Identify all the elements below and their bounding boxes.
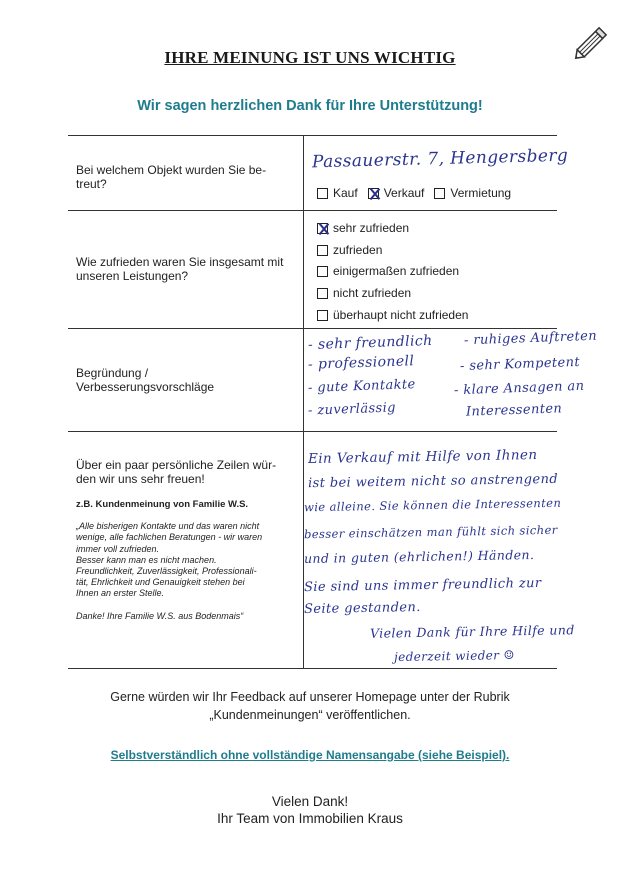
- personal-answer-line: Sie sind uns immer freundlich zur: [303, 575, 542, 596]
- personal-answer-line: Ein Verkauf mit Hilfe von Ihnen: [307, 446, 538, 468]
- reason-answer: - klare Ansagen an: [453, 378, 585, 399]
- question-satisfaction-line1: Wie zufrieden waren Sie insgesamt mit: [76, 255, 284, 269]
- option-kauf[interactable]: [317, 186, 358, 200]
- option-ueberhaupt-nicht-zufrieden[interactable]: [317, 307, 468, 323]
- option-einigermassen-zufrieden[interactable]: [317, 263, 459, 279]
- feedback-form-table: [68, 135, 598, 669]
- checkbox-ueberhaupt-nicht-zufrieden[interactable]: [317, 310, 328, 321]
- table-border-bottom: [68, 668, 557, 669]
- option-nicht-zufrieden[interactable]: [317, 285, 411, 301]
- feedback-notice-line1: Gerne würden wir Ihr Feedback auf unserer Homepage unter der Rubrik: [110, 690, 510, 704]
- row-divider: [68, 431, 557, 432]
- personal-answer-line: ist bei weitem nicht so anstrengend: [307, 471, 559, 492]
- option-label: zufrieden: [333, 243, 383, 257]
- question-object-line2: treut?: [76, 177, 107, 191]
- closing: [0, 793, 620, 827]
- question-reasons-line1: Begründung /: [76, 366, 149, 380]
- option-vermietung-label: Vermietung: [450, 186, 512, 200]
- option-label: sehr zufrieden: [333, 221, 410, 235]
- reason-answer: - zuverlässig: [307, 400, 397, 419]
- example-signature: Danke! Ihre Familie W.S. aus Bodenmais“: [76, 610, 244, 621]
- reason-answer: - ruhiges Auftreten: [463, 328, 598, 349]
- personal-answer-line: jederzeit wieder ☺: [393, 647, 515, 665]
- checkbox-einigermassen-zufrieden[interactable]: [317, 266, 328, 277]
- example-line: Besser kann man es nicht machen.: [76, 554, 217, 565]
- option-sehr-zufrieden[interactable]: [317, 220, 409, 236]
- option-verkauf[interactable]: [368, 186, 425, 200]
- example-line: Ihnen an erster Stelle.: [76, 588, 165, 599]
- deal-type-options: [317, 186, 521, 200]
- question-object: [76, 163, 298, 191]
- question-personal-lines: [76, 458, 298, 486]
- closing-team: Ihr Team von Immobilien Kraus: [217, 811, 403, 826]
- personal-answer-line: wie alleine. Sie können die Interessenten: [303, 495, 562, 515]
- option-label: einigermaßen zufrieden: [333, 264, 460, 278]
- question-object-line1: Bei welchem Objekt wurden Sie be-: [76, 163, 267, 177]
- checkbox-vermietung[interactable]: [434, 188, 445, 199]
- feedback-notice-line2: „Kundenmeinungen“ veröffentlichen.: [209, 708, 411, 722]
- checkbox-zufrieden[interactable]: [317, 245, 328, 256]
- feedback-notice: [0, 688, 620, 724]
- checkbox-nicht-zufrieden[interactable]: [317, 288, 328, 299]
- row-divider: [68, 328, 557, 329]
- option-label: nicht zufrieden: [333, 286, 412, 300]
- example-line: tät, Ehrlichkeit und Genauigkeit stehen bei: [76, 577, 245, 588]
- example-line: immer voll zufrieden.: [76, 543, 160, 554]
- example-text: [76, 521, 302, 622]
- row-divider: [68, 210, 557, 211]
- object-address-answer[interactable]: Passauerstr. 7, Hengersberg: [311, 145, 569, 173]
- checkbox-sehr-zufrieden[interactable]: [317, 223, 328, 234]
- reason-answer: - sehr freundlich: [307, 332, 433, 354]
- question-reasons-line2: Verbesserungsvorschläge: [76, 380, 215, 394]
- closing-thanks: Vielen Dank!: [271, 794, 349, 809]
- personal-answer-line: besser einschätzen man fühlt sich sicher: [303, 522, 558, 542]
- example-testimonial: [76, 499, 302, 622]
- question-personal-line1: Über ein paar persönliche Zeilen wür-: [76, 458, 277, 472]
- personal-answer-line: Seite gestanden.: [303, 599, 421, 618]
- reason-answer: Interessenten: [465, 401, 563, 420]
- personal-answer-line: und in guten (ehrlichen!) Händen.: [303, 546, 535, 567]
- question-satisfaction: [76, 255, 298, 283]
- option-verkauf-label: Verkauf: [383, 186, 425, 200]
- example-line: „Alle bisherigen Kontakte und das waren nicht: [76, 521, 260, 532]
- table-border-top: [68, 135, 557, 136]
- reason-answer: - gute Kontakte: [307, 377, 416, 396]
- example-line: Freundlichkeit, Zuverlässigkeit, Professionali-: [76, 566, 257, 577]
- privacy-note: Selbstverständlich ohne vollständige Namensangabe (siehe Beispiel).: [110, 748, 510, 762]
- personal-answer-line: Vielen Dank für Ihre Hilfe und: [369, 622, 575, 641]
- question-satisfaction-line2: unseren Leistungen?: [76, 269, 189, 283]
- checkbox-verkauf[interactable]: [368, 188, 379, 199]
- option-zufrieden[interactable]: [317, 242, 382, 258]
- question-reasons: [76, 366, 298, 394]
- page-subtitle: Wir sagen herzlichen Dank für Ihre Unterstützung!: [137, 98, 483, 114]
- option-kauf-label: Kauf: [333, 186, 358, 200]
- checkbox-kauf[interactable]: [317, 188, 328, 199]
- reason-answer: - sehr Kompetent: [459, 354, 581, 375]
- option-label: überhaupt nicht zufrieden: [333, 308, 469, 322]
- page-title: IHRE MEINUNG IST UNS WICHTIG: [164, 48, 456, 67]
- example-heading: z.B. Kundenmeinung von Familie W.S.: [76, 499, 249, 510]
- option-vermietung[interactable]: [434, 186, 511, 200]
- reason-answer: - professionell: [307, 353, 415, 373]
- example-line: wenige, alle fachlichen Beratungen - wir waren: [76, 532, 263, 543]
- question-personal-line2: den wir uns sehr freuen!: [76, 472, 205, 486]
